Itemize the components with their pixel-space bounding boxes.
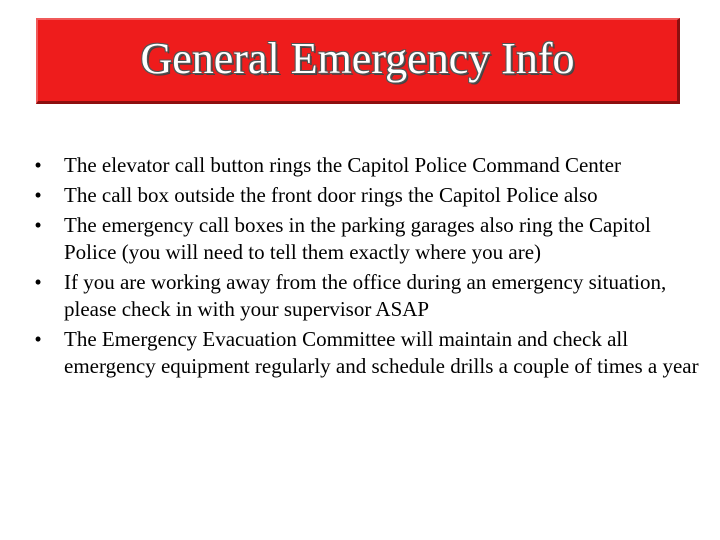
- bullet-text: The emergency call boxes in the parking garages also ring the Capitol Police (you will need to tell them exactly where you are): [64, 213, 651, 264]
- bullet-marker: •: [34, 327, 42, 351]
- bullet-marker: •: [34, 270, 42, 294]
- bullet-text: If you are working away from the office during an emergency situation, please check in with your supervisor ASAP: [64, 270, 667, 321]
- bullet-text: The call box outside the front door rings the Capitol Police also: [64, 183, 598, 207]
- slide-title: General Emergency Info: [140, 34, 575, 83]
- bullet-item-5: [28, 326, 700, 380]
- bullet-text: The elevator call button rings the Capitol Police Command Center: [64, 153, 621, 177]
- bullet-marker: •: [34, 213, 42, 237]
- bullet-item-2: [28, 182, 700, 209]
- bullet-item-1: [28, 152, 700, 179]
- bullet-marker: •: [34, 183, 42, 207]
- bullet-text: The Emergency Evacuation Committee will maintain and check all emergency equipment regularly and schedule drills a couple of times a year: [64, 327, 699, 378]
- bullet-marker: •: [34, 153, 42, 177]
- title-banner: [36, 18, 680, 104]
- bullet-list: [28, 152, 700, 383]
- bullet-item-3: [28, 212, 700, 266]
- bullet-item-4: [28, 269, 700, 323]
